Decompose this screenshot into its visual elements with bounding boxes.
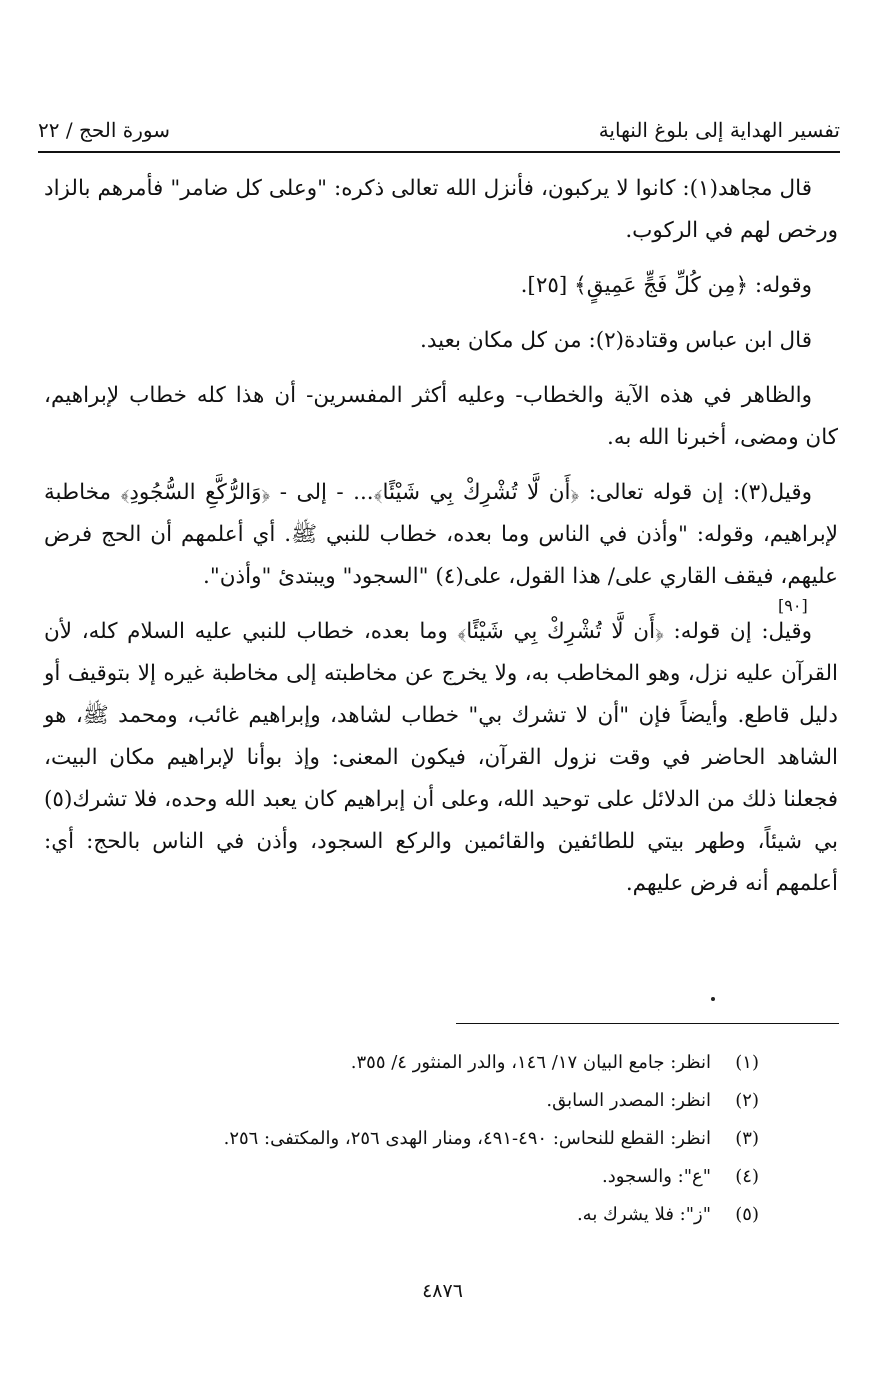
paragraph: وقيل: إن قوله: ﴿أَن لَّا تُشْرِكْ بِي شَيْئًا﴾ وما بعده، خطاب للنبي عليه السلام كله، لأن القرآن عليه نزل، وهو المخاطب به، ولا يخرج عن مخاطبته إلى مخاطبة غيره إلا بتوقيف أو دليل قاطع. وأيضاً فإن "أن لا تشرك بي" خطاب لشاهد، وإبراهيم غائب، ومحمد ﷺ، هو الشاهد الحاضر في وقت نزول القرآن، فيكون المعنى: وإذ بوأنا لإبراهيم مكان البيت، فجعلنا ذلك من الدلائل على توحيد الله، وعلى أن إبراهيم كان يعبد الله وحده، فلا تشرك(٥) بي شيئاً، وطهر بيتي للطائفين والقائمين والركع السجود، وأذن في الناس بالحج: أي: أعلمهم أنه فرض عليهم.	[44, 619, 838, 896]
paragraph: وقيل(٣): إن قوله تعالى: ﴿أَن لَّا تُشْرِكْ بِي شَيْئًا﴾... - إلى - ﴿وَالرُّكَّعِ السُّجُودِ﴾ مخاطبة لإبراهيم، وقوله: "وأذن في الناس وما بعده، خطاب للنبي ﷺ. أي أعلمهم أن الحج فرض عليهم، فيقف القاري على/ هذا القول، على(٤) "السجود" ويبتدئ "وأذن".	[44, 480, 838, 589]
header-rule	[38, 151, 840, 153]
footnote	[44, 1120, 759, 1158]
footnote-number: (٤)	[735, 1166, 759, 1187]
footnote	[44, 1044, 759, 1082]
page-number: ٤٨٧٦	[422, 1280, 463, 1302]
footnotes	[44, 1044, 759, 1234]
surah-label: سورة الحج / ٢٢	[38, 118, 170, 142]
paragraph: قال مجاهد(١): كانوا لا يركبون، فأنزل الله تعالى ذكره: "وعلى كل ضامر" فأمرهم بالزاد ورخص لهم في الركوب.	[44, 176, 838, 243]
footnote-number: (٢)	[735, 1090, 759, 1111]
book-title: تفسير الهداية إلى بلوغ النهاية	[598, 118, 840, 142]
footnote-rule	[456, 1023, 839, 1024]
footnote-number: (١)	[735, 1052, 759, 1073]
paragraph: والظاهر في هذه الآية والخطاب- وعليه أكثر المفسرين- أن هذا كله خطاب لإبراهيم، كان ومضى، أخبرنا الله به.	[44, 383, 838, 450]
footnote-text: انظر: جامع البيان ١٧/ ١٤٦، والدر المنثور ٤/ ٣٥٥.	[350, 1052, 711, 1073]
footnote-text: "ع": والسجود.	[602, 1166, 711, 1187]
paragraph: قال ابن عباس وقتادة(٢): من كل مكان بعيد.	[420, 328, 812, 353]
main-text	[44, 168, 838, 918]
footnote	[44, 1196, 759, 1234]
running-header	[38, 112, 840, 148]
paragraph: وقوله: ﴿مِن كُلِّ فَجٍّ عَمِيقٍ﴾ [٢٥].	[520, 273, 812, 298]
footnote-text: "ز": فلا يشرك به.	[576, 1204, 711, 1225]
footnote	[44, 1158, 759, 1196]
manuscript-folio-marker: [٩٠]	[778, 596, 808, 615]
separator-dot	[711, 997, 715, 1001]
footnote-number: (٣)	[735, 1128, 759, 1149]
footnote-number: (٥)	[735, 1204, 759, 1225]
footnote-text: انظر: القطع للنحاس: ٤٩٠-٤٩١، ومنار الهدى ٢٥٦، والمكتفى: ٢٥٦.	[223, 1128, 711, 1149]
footnote	[44, 1082, 759, 1120]
footnote-text: انظر: المصدر السابق.	[546, 1090, 711, 1111]
